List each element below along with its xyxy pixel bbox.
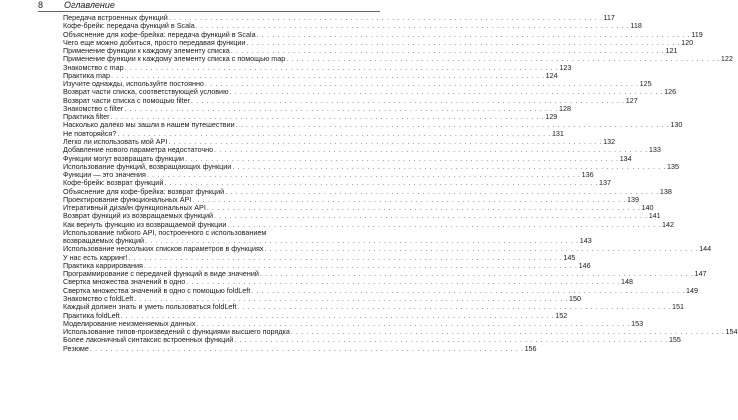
toc-leader-dots: . . . . . . . . . . . . . . . . . . . . . . . . . . . . . . . . . . . . . . . . . . . . . . . . . . . . . . . . . . . . . . . . . . . . . . . . . . . . . . . . . . . .	[204, 79, 639, 89]
toc-entry-title: Кофе-брейк: передача функций в Scala	[63, 21, 195, 31]
toc-leader-dots: . . . . . . . . . . . . . . . . . . . . . . . . . . . . . . . . . . . . . . . . . . . . . . . . . . . . . . . . . . . . . . . . . . . . . . . . . . . . . . . . . . . .	[110, 70, 545, 80]
toc-entry-page: 134	[619, 153, 632, 163]
table-of-contents	[63, 12, 738, 353]
toc-entry-title: Функции могут возвращать функции	[63, 153, 184, 163]
toc-leader-dots: . . . . . . . . . . . . . . . . . . . . . . . . . . . . . . . . . . . . . . . . . . . . . . . . . . . . . . . . . . . . . . . . . . . . . . . . . . . . . . . . . . . .	[143, 260, 578, 270]
toc-leader-dots: . . . . . . . . . . . . . . . . . . . . . . . . . . . . . . . . . . . . . . . . . . . . . . . . . . . . . . . . . . . . . . . . . . . . . . . . . . . . . . . . . . . .	[120, 310, 555, 320]
toc-entry-page: 130	[670, 120, 683, 130]
toc-entry-title: Чего еще можно добиться, просто передавая функции	[63, 37, 246, 47]
toc-leader-dots: . . . . . . . . . . . . . . . . . . . . . . . . . . . . . . . . . . . . . . . . . . . . . . . . . . . . . . . . . . . . . . . . . . . . . . . . . . . . . . . . . . . .	[145, 236, 579, 246]
toc-entry-page: 153	[631, 318, 644, 328]
toc-entry-page: 156	[524, 343, 537, 353]
toc-leader-dots: . . . . . . . . . . . . . . . . . . . . . . . . . . . . . . . . . . . . . . . . . . . . . . . . . . . . . . . . . . . . . . . . . . . . . . . . . . . . . . . . . . . .	[124, 62, 559, 72]
toc-entry-page: 142	[662, 219, 675, 229]
toc-entry-page: 155	[668, 335, 681, 345]
toc-entry-page: 145	[563, 252, 576, 262]
toc-leader-dots: . . . . . . . . . . . . . . . . . . . . . . . . . . . . . . . . . . . . . . . . . . . . . . . . . . . . . . . . . . . . . . . . . . . . . . . . . . . . . . . . . . . .	[185, 153, 619, 163]
toc-leader-dots: . . . . . . . . . . . . . . . . . . . . . . . . . . . . . . . . . . . . . . . . . . . . . . . . . . . . . . . . . . . . . . . . . . . . . . . . . . . . . . . . . . . .	[192, 194, 626, 204]
toc-entry-page: 147	[694, 269, 707, 279]
toc-entry-page: 139	[626, 194, 639, 204]
toc-leader-dots: . . . . . . . . . . . . . . . . . . . . . . . . . . . . . . . . . . . . . . . . . . . . . . . . . . . . . . . . . . . . . . . . . . . . . . . . . . . . . . . . . . . .	[256, 29, 691, 39]
page-number: 8	[38, 0, 44, 10]
toc-leader-dots: . . . . . . . . . . . . . . . . . . . . . . . . . . . . . . . . . . . . . . . . . . . . . . . . . . . . . . . . . . . . . . . . . . . . . . . . . . . . . . . . . . . .	[186, 277, 620, 287]
toc-leader-dots: . . . . . . . . . . . . . . . . . . . . . . . . . . . . . . . . . . . . . . . . . . . . . . . . . . . . . . . . . . . . . . . . . . . . . . . . . . . . . . . . . . . .	[286, 54, 720, 64]
toc-entry-page: 151	[672, 302, 684, 312]
toc-leader-dots: . . . . . . . . . . . . . . . . . . . . . . . . . . . . . . . . . . . . . . . . . . . . . . . . . . . . . . . . . . . . . . . . . . . . . . . . . . . . . . . . . . . .	[117, 128, 551, 138]
toc-entry-title: Возврат части списка с помощью filter	[63, 95, 191, 105]
toc-entry-page: 137	[599, 178, 612, 188]
toc-entry-title: Использование типов-произведений с функциями высшего порядка	[63, 327, 290, 337]
toc-entry-title: Моделирование неизменяемых данных	[63, 318, 196, 328]
toc-entry-title: Использование нескольких списков параметров в функциях	[63, 244, 264, 254]
toc-entry-page: 117	[603, 12, 615, 22]
toc-leader-dots: . . . . . . . . . . . . . . . . . . . . . . . . . . . . . . . . . . . . . . . . . . . . . . . . . . . . . . . . . . . . . . . . . . . . . . . . . . . . . . . . . . . .	[168, 12, 603, 22]
toc-entry-page: 128	[558, 103, 571, 113]
toc-entry-page: 121	[665, 46, 678, 56]
toc-entry-page: 123	[559, 62, 572, 72]
toc-entry-title: Каждый должен знать и уметь пользоваться foldLeft	[63, 302, 237, 312]
toc-leader-dots: . . . . . . . . . . . . . . . . . . . . . . . . . . . . . . . . . . . . . . . . . . . . . . . . . . . . . . . . . . . . . . . . . . . . . . . . . . . . . . . . . . . .	[89, 343, 524, 353]
toc-entry-page: 148	[620, 277, 633, 287]
toc-leader-dots: . . . . . . . . . . . . . . . . . . . . . . . . . . . . . . . . . . . . . . . . . . . . . . . . . . . . . . . . . . . . . . . . . . . . . . . . . . . . . . . . . . . .	[237, 302, 671, 312]
toc-leader-dots: . . . . . . . . . . . . . . . . . . . . . . . . . . . . . . . . . . . . . . . . . . . . . . . . . . . . . . . . . . . . . . . . . . . . . . . . . . . . . . . . . . . .	[134, 294, 568, 304]
toc-leader-dots: . . . . . . . . . . . . . . . . . . . . . . . . . . . . . . . . . . . . . . . . . . . . . . . . . . . . . . . . . . . . . . . . . . . . . . . . . . . . . . . . . . . .	[229, 87, 664, 97]
toc-entry-title: Объяснение для кофе-брейка: передача функций в Scala	[63, 29, 256, 39]
toc-entry-title: Возврат функций из возвращаемых функций	[63, 211, 213, 221]
toc-entry-title: Изучите однажды, используйте постоянно	[63, 79, 204, 89]
toc-leader-dots: . . . . . . . . . . . . . . . . . . . . . . . . . . . . . . . . . . . . . . . . . . . . . . . . . . . . . . . . . . . . . . . . . . . . . . . . . . . . . . . . . . . .	[168, 136, 603, 146]
toc-entry-title: Применение функции к каждому элементу списка	[63, 46, 230, 56]
toc-entry-title: Знакомство с filter	[63, 103, 124, 113]
toc-entry-page: 140	[641, 203, 654, 213]
toc-entry-title: Практика каррирования	[63, 260, 143, 270]
toc-entry-page: 138	[659, 186, 672, 196]
toc-leader-dots: . . . . . . . . . . . . . . . . . . . . . . . . . . . . . . . . . . . . . . . . . . . . . . . . . . . . . . . . . . . . . . . . . . . . . . . . . . . . . . . . . . . .	[264, 244, 699, 254]
toc-entry-title: Функции — это значения	[63, 170, 146, 180]
toc-leader-dots: . . . . . . . . . . . . . . . . . . . . . . . . . . . . . . . . . . . . . . . . . . . . . . . . . . . . . . . . . . . . . . . . . . . . . . . . . . . . . . . . . . . .	[191, 95, 625, 105]
toc-entry-page: 143	[579, 236, 592, 246]
toc-entry-title: Использование гибкого API, построенного с использованием	[63, 227, 267, 237]
toc-leader-dots: . . . . . . . . . . . . . . . . . . . . . . . . . . . . . . . . . . . . . . . . . . . . . . . . . . . . . . . . . . . . . . . . . . . . . . . . . . . . . . . . . . . .	[232, 161, 666, 171]
toc-entry-title: Знакомство с foldLeft	[63, 294, 134, 304]
toc-entry-title: Не повторяйся?	[63, 128, 117, 138]
toc-entry-page: 118	[630, 21, 642, 31]
toc-leader-dots: . . . . . . . . . . . . . . . . . . . . . . . . . . . . . . . . . . . . . . . . . . . . . . . . . . . . . . . . . . . . . . . . . . . . . . . . . . . . . . . . . . . .	[124, 103, 558, 113]
toc-entry-title: Легко ли использовать мой API	[63, 136, 168, 146]
toc-entry-page: 126	[664, 87, 677, 97]
toc-entry-page: 122	[720, 54, 733, 64]
toc-entry-page: 146	[578, 260, 591, 270]
toc-leader-dots: . . . . . . . . . . . . . . . . . . . . . . . . . . . . . . . . . . . . . . . . . . . . . . . . . . . . . . . . . . . . . . . . . . . . . . . . . . . . . . . . . . . .	[128, 252, 563, 262]
toc-leader-dots: . . . . . . . . . . . . . . . . . . . . . . . . . . . . . . . . . . . . . . . . . . . . . . . . . . . . . . . . . . . . . . . . . . . . . . . . . . . . . . . . . . . .	[290, 327, 725, 337]
toc-entry-page: 125	[639, 79, 652, 89]
toc-leader-dots: . . . . . . . . . . . . . . . . . . . . . . . . . . . . . . . . . . . . . . . . . . . . . . . . . . . . . . . . . . . . . . . . . . . . . . . . . . . . . . . . . . . .	[214, 145, 648, 155]
toc-entry-title: Насколько далеко мы зашли в нашем путешествии	[63, 120, 235, 130]
toc-entry-page: 152	[555, 310, 568, 320]
toc-leader-dots: . . . . . . . . . . . . . . . . . . . . . . . . . . . . . . . . . . . . . . . . . . . . . . . . . . . . . . . . . . . . . . . . . . . . . . . . . . . . . . . . . . . .	[230, 46, 665, 56]
toc-entry-title: Итеративный дизайн функциональных API	[63, 203, 206, 213]
toc-entry-page: 144	[699, 244, 712, 254]
toc-leader-dots: . . . . . . . . . . . . . . . . . . . . . . . . . . . . . . . . . . . . . . . . . . . . . . . . . . . . . . . . . . . . . . . . . . . . . . . . . . . . . . . . . . . .	[196, 318, 631, 328]
running-title: Оглавление	[64, 0, 115, 10]
toc-leader-dots: . . . . . . . . . . . . . . . . . . . . . . . . . . . . . . . . . . . . . . . . . . . . . . . . . . . . . . . . . . . . . . . . . . . . . . . . . . . . . . . . . . . .	[195, 21, 630, 31]
toc-entry-title: возвращаемых функций	[63, 236, 145, 246]
toc-entry-title: Резюме	[63, 343, 89, 353]
toc-entry-page: 136	[581, 170, 594, 180]
toc-entry-title: Передача встроенных функций	[63, 12, 168, 22]
toc-entry-title: Как вернуть функцию из возвращаемой функции	[63, 219, 227, 229]
toc-leader-dots: . . . . . . . . . . . . . . . . . . . . . . . . . . . . . . . . . . . . . . . . . . . . . . . . . . . . . . . . . . . . . . . . . . . . . . . . . . . . . . . . . . . .	[251, 285, 685, 295]
toc-entry-title: Более лаконичный синтаксис встроенных функций	[63, 335, 234, 345]
toc-entry-page: 141	[648, 211, 661, 221]
toc-entry-title: Использование функций, возвращающих функции	[63, 161, 232, 171]
toc-entry-page: 120	[681, 37, 694, 47]
toc-leader-dots: . . . . . . . . . . . . . . . . . . . . . . . . . . . . . . . . . . . . . . . . . . . . . . . . . . . . . . . . . . . . . . . . . . . . . . . . . . . . . . . . . . . .	[235, 120, 670, 130]
toc-entry-page: 149	[686, 285, 698, 295]
toc-entry-title: Применение функции к каждому элементу списка с помощью map	[63, 54, 286, 64]
toc-entry-title: Свертка множества значений в одно	[63, 277, 186, 287]
toc-leader-dots: . . . . . . . . . . . . . . . . . . . . . . . . . . . . . . . . . . . . . . . . . . . . . . . . . . . . . . . . . . . . . . . . . . . . . . . . . . . . . . . . . . . .	[225, 186, 659, 196]
toc-leader-dots: . . . . . . . . . . . . . . . . . . . . . . . . . . . . . . . . . . . . . . . . . . . . . . . . . . . . . . . . . . . . . . . . . . . . . . . . . . . . . . . . . . . .	[246, 37, 681, 47]
toc-entry-title: Проектирование функциональных API	[63, 194, 192, 204]
toc-leader-dots: . . . . . . . . . . . . . . . . . . . . . . . . . . . . . . . . . . . . . . . . . . . . . . . . . . . . . . . . . . . . . . . . . . . . . . . . . . . . . . . . . . . .	[164, 178, 599, 188]
toc-entry-page: 131	[551, 128, 564, 138]
toc-entry-page: 154	[725, 327, 738, 337]
toc-leader-dots: . . . . . . . . . . . . . . . . . . . . . . . . . . . . . . . . . . . . . . . . . . . . . . . . . . . . . . . . . . . . . . . . . . . . . . . . . . . . . . . . . . . .	[259, 269, 694, 279]
toc-entry-title: Программирование с передачей функций в виде значений	[63, 269, 259, 279]
toc-entry-page: 150	[568, 294, 581, 304]
toc-entry-title: Объяснение для кофе-брейка: возврат функций	[63, 186, 225, 196]
toc-entry-page: 132	[603, 136, 616, 146]
toc-entry-title: Практика filter	[63, 112, 110, 122]
toc-entry-page: 127	[625, 95, 638, 105]
toc-entry-title: Возврат части списка, соответствующей условию	[63, 87, 229, 97]
toc-entry-title: Практика map	[63, 70, 110, 80]
toc-entry	[63, 343, 537, 353]
toc-entry-page: 119	[691, 29, 703, 39]
toc-entry-title: Практика foldLeft	[63, 310, 120, 320]
toc-entry-page: 133	[648, 145, 661, 155]
toc-leader-dots: . . . . . . . . . . . . . . . . . . . . . . . . . . . . . . . . . . . . . . . . . . . . . . . . . . . . . . . . . . . . . . . . . . . . . . . . . . . . . . . . . . . .	[206, 203, 641, 213]
toc-leader-dots: . . . . . . . . . . . . . . . . . . . . . . . . . . . . . . . . . . . . . . . . . . . . . . . . . . . . . . . . . . . . . . . . . . . . . . . . . . . . . . . . . . . .	[110, 112, 545, 122]
toc-entry-page: 124	[545, 70, 558, 80]
toc-leader-dots: . . . . . . . . . . . . . . . . . . . . . . . . . . . . . . . . . . . . . . . . . . . . . . . . . . . . . . . . . . . . . . . . . . . . . . . . . . . . . . . . . . . .	[227, 219, 662, 229]
toc-entry-title: Кофе-брейк: возврат функций	[63, 178, 164, 188]
toc-entry-title: Свертка множества значений в одно с помощью foldLeft	[63, 285, 251, 295]
toc-leader-dots: . . . . . . . . . . . . . . . . . . . . . . . . . . . . . . . . . . . . . . . . . . . . . . . . . . . . . . . . . . . . . . . . . . . . . . . . . . . . . . . . . . . .	[234, 335, 668, 345]
toc-leader-dots: . . . . . . . . . . . . . . . . . . . . . . . . . . . . . . . . . . . . . . . . . . . . . . . . . . . . . . . . . . . . . . . . . . . . . . . . . . . . . . . . . . . .	[214, 211, 648, 221]
toc-entry-title: Знакомство с map	[63, 62, 124, 72]
toc-entry-page: 129	[545, 112, 558, 122]
toc-leader-dots: . . . . . . . . . . . . . . . . . . . . . . . . . . . . . . . . . . . . . . . . . . . . . . . . . . . . . . . . . . . . . . . . . . . . . . . . . . . . . . . . . . . .	[146, 170, 581, 180]
toc-entry-title: Добавление нового параметра недостаточно	[63, 145, 214, 155]
toc-entry-title: У нас есть карринг!	[63, 252, 128, 262]
header-rule	[38, 11, 380, 12]
toc-entry-page: 135	[667, 161, 679, 171]
